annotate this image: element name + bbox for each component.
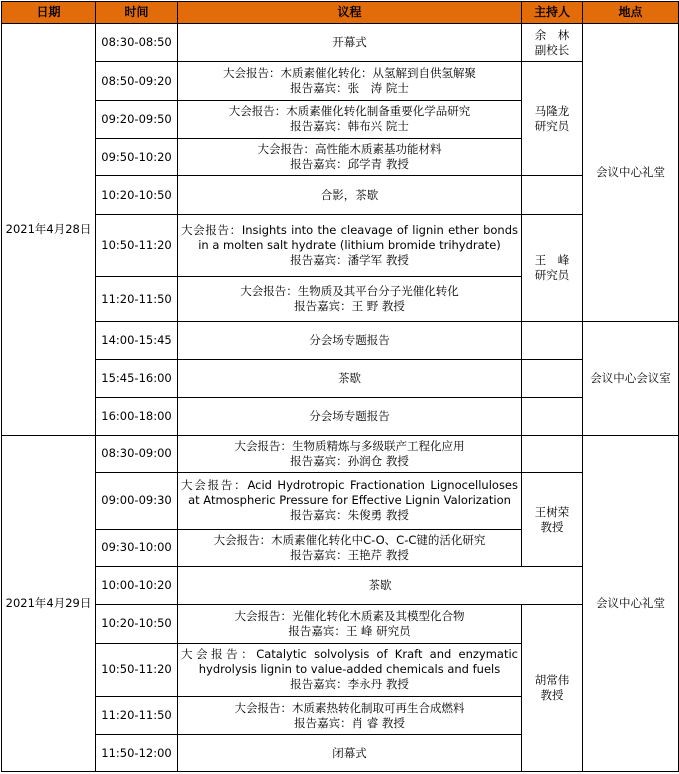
host-name: 王 峰 — [534, 252, 570, 267]
agenda-title: 大会报告：光催化转化木质素及其模型化合物 — [234, 608, 465, 623]
agenda-cell — [178, 697, 522, 735]
agenda-title: 分会场专题报告 — [309, 332, 390, 347]
agenda-title: 分会场专题报告 — [309, 409, 390, 424]
agenda-cell — [178, 529, 522, 566]
host-title: 教授 — [540, 519, 564, 534]
agenda-cell — [178, 139, 522, 176]
header-agenda: 议程 — [178, 2, 522, 24]
time-cell: 08:30-09:00 — [96, 435, 178, 472]
time-cell: 11:50-12:00 — [96, 735, 178, 772]
agenda-speaker: 报告嘉宾：邱学青 教授 — [290, 157, 409, 172]
time-cell: 10:50-11:20 — [96, 214, 178, 277]
host-name: 胡常伟 — [534, 673, 570, 688]
table-row — [2, 176, 679, 214]
time-cell: 09:00-09:30 — [96, 473, 178, 530]
table-row — [2, 321, 679, 359]
agenda-cell — [178, 605, 522, 643]
agenda-title: 大会报告：木质素催化转化：从氢解到自供氢解聚 — [223, 66, 476, 81]
date-cell: 2021年4月29日 — [2, 435, 96, 771]
table-row — [2, 435, 679, 472]
agenda-title: 大会报告：Acid Hydrotropic Fractionation Lignocelluloses at Atmospheric Pressure for Effective Lignin Valorization — [181, 478, 518, 508]
host-title: 副校长 — [534, 42, 570, 57]
agenda-speaker: 报告嘉宾：王艳芹 教授 — [290, 547, 409, 562]
agenda-title: 茶歇 — [338, 371, 361, 386]
agenda-cell — [178, 473, 522, 530]
agenda-cell — [178, 321, 522, 359]
date-cell: 2021年4月28日 — [2, 24, 96, 436]
venue-cell: 会议中心礼堂 — [583, 24, 679, 322]
agenda-cell — [178, 100, 522, 138]
table-row — [2, 62, 679, 100]
host-cell-empty — [522, 321, 583, 359]
host-cell — [522, 473, 583, 567]
agenda-title: 大会报告：木质素催化转化中C-O、C-C键的活化研究 — [213, 532, 486, 547]
time-cell: 16:00-18:00 — [96, 398, 178, 435]
agenda-cell — [178, 643, 522, 697]
host-cell — [522, 24, 583, 62]
agenda-speaker: 报告嘉宾：王 野 教授 — [294, 299, 405, 313]
agenda-speaker: 报告嘉宾：李永丹 教授 — [290, 677, 409, 692]
time-cell: 11:20-11:50 — [96, 277, 178, 321]
agenda-speaker: 报告嘉宾：王 峰 研究员 — [288, 623, 411, 638]
agenda-cell — [178, 176, 522, 214]
agenda-title: 茶歇 — [368, 578, 392, 593]
agenda-title: 大会报告：木质素热转化制取可再生合成燃料 — [234, 700, 465, 715]
host-title: 研究员 — [534, 267, 570, 282]
host-cell-empty — [522, 176, 583, 214]
table-row — [2, 473, 679, 530]
table-row — [2, 214, 679, 277]
agenda-title: 大会报告：高性能木质素基功能材料 — [257, 142, 442, 157]
host-name: 余 林 — [534, 27, 570, 42]
agenda-speaker: 报告嘉宾：韩布兴 院士 — [290, 119, 409, 134]
time-cell: 15:45-16:00 — [96, 360, 178, 398]
time-cell: 08:30-08:50 — [96, 24, 178, 62]
host-title: 教授 — [540, 688, 564, 703]
header-row — [2, 2, 679, 24]
time-cell: 14:00-15:45 — [96, 321, 178, 359]
host-name: 马隆龙 — [534, 103, 570, 118]
time-cell: 09:50-10:20 — [96, 139, 178, 176]
agenda-speaker: 报告嘉宾：孙润仓 教授 — [290, 453, 409, 468]
agenda-title: 大会报告：Catalytic solvolysis of Kraft and enzymatic hydrolysis lignin to value-added chemicals and fuels — [181, 647, 518, 677]
agenda-cell — [178, 277, 522, 321]
agenda-speaker: 报告嘉宾：肖 睿 教授 — [294, 715, 405, 730]
agenda-cell — [178, 735, 522, 772]
table-row — [2, 605, 679, 643]
agenda-title: 大会报告：木质素催化转化制备重要化学品研究 — [228, 104, 471, 119]
host-cell-empty — [522, 360, 583, 398]
agenda-cell — [178, 24, 522, 62]
time-cell: 10:50-11:20 — [96, 643, 178, 697]
time-cell: 08:50-09:20 — [96, 62, 178, 100]
table-row — [2, 398, 679, 435]
host-cell — [522, 605, 583, 772]
table-row — [2, 566, 679, 604]
agenda-speaker: 报告嘉宾：朱俊勇 教授 — [290, 508, 409, 523]
time-cell: 09:30-10:00 — [96, 529, 178, 566]
host-cell — [522, 62, 583, 176]
agenda-title: 大会报告：生物质精炼与多级联产工程化应用 — [234, 438, 465, 453]
venue-cell: 会议中心礼堂 — [583, 435, 679, 771]
table-row — [2, 360, 679, 398]
table-row — [2, 24, 679, 62]
host-cell-empty — [522, 398, 583, 435]
agenda-cell — [178, 62, 522, 100]
header-time: 时间 — [96, 2, 178, 24]
venue-cell: 会议中心会议室 — [583, 321, 679, 435]
host-cell — [522, 214, 583, 321]
agenda-cell — [178, 398, 522, 435]
header-date: 日期 — [2, 2, 96, 24]
header-venue: 地点 — [583, 2, 679, 24]
agenda-cell — [178, 435, 522, 472]
header-host: 主持人 — [522, 2, 583, 24]
agenda-title: 闭幕式 — [332, 745, 367, 760]
time-cell: 10:00-10:20 — [96, 566, 178, 604]
agenda-title: 大会报告：生物质及其平台分子光催化转化 — [240, 284, 459, 298]
agenda-title: 开幕式 — [332, 35, 367, 50]
host-name: 王树荣 — [534, 504, 570, 519]
time-cell: 11:20-11:50 — [96, 697, 178, 735]
agenda-title: 大会报告：Insights into the cleavage of lignin ether bonds in a molten salt hydrate (lithium bromide trihydrate) — [181, 223, 518, 252]
schedule-table — [1, 1, 679, 772]
agenda-speaker: 报告嘉宾：潘学军 教授 — [290, 253, 409, 267]
time-cell: 10:20-10:50 — [96, 605, 178, 643]
agenda-cell — [178, 214, 522, 277]
time-cell: 09:20-09:50 — [96, 100, 178, 138]
agenda-title: 合影，茶歇 — [320, 187, 379, 202]
time-cell: 10:20-10:50 — [96, 176, 178, 214]
agenda-cell — [178, 566, 583, 604]
agenda-speaker: 报告嘉宾：张 涛 院士 — [290, 81, 409, 96]
host-cell-empty — [522, 435, 583, 472]
agenda-cell — [178, 360, 522, 398]
host-title: 研究员 — [534, 118, 570, 133]
